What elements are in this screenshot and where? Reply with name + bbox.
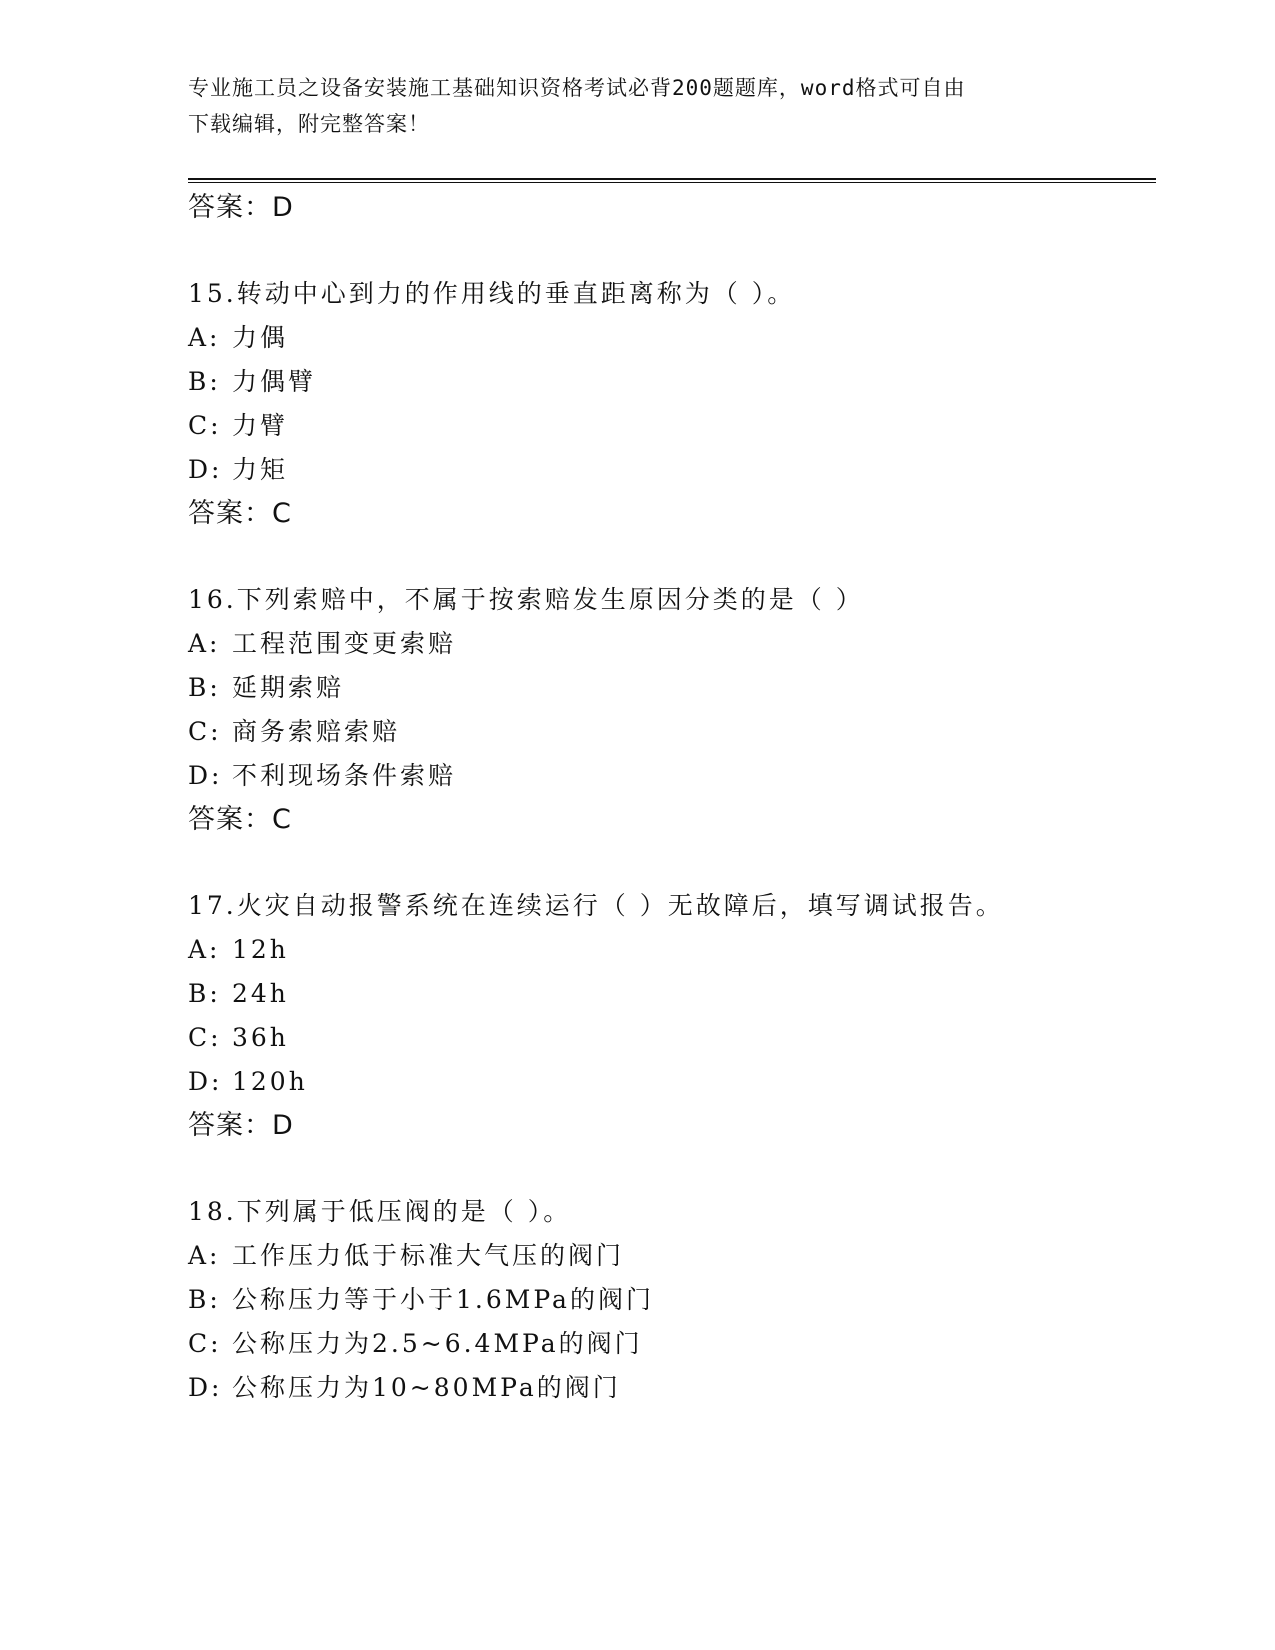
header-line-2: 下载编辑，附完整答案！: [188, 112, 430, 136]
option-letter: B:: [188, 673, 221, 702]
question-17-option-d: [188, 1064, 308, 1100]
option-text: 120h: [232, 1067, 308, 1096]
question-16-option-b: [188, 670, 344, 706]
option-letter: C:: [188, 1329, 222, 1358]
question-18-option-a: [188, 1238, 624, 1274]
question-18-option-d: [188, 1370, 621, 1406]
option-text: 24h: [232, 979, 289, 1008]
question-15-option-a: [188, 320, 288, 356]
question-18-option-b: [188, 1282, 654, 1318]
option-text: 公称压力为2.5~6.4MPa的阀门: [232, 1329, 643, 1358]
option-letter: A:: [188, 935, 221, 964]
option-text: 工作压力低于标准大气压的阀门: [232, 1241, 625, 1270]
question-17-stem: 17.火灾自动报警系统在连续运行（ ）无故障后，填写调试报告。: [188, 891, 1004, 920]
option-text: 工程范围变更索赔: [232, 629, 457, 658]
option-letter: C:: [188, 1023, 222, 1052]
question-18-stem: 18.下列属于低压阀的是（ ）。: [188, 1197, 572, 1226]
question-16-stem: 16.下列索赔中，不属于按索赔发生原因分类的是（ ）: [188, 585, 864, 614]
question-16-option-d: [188, 758, 456, 794]
answer-17: 答案：D: [188, 1110, 294, 1141]
option-text: 36h: [232, 1023, 289, 1052]
document-header: [188, 70, 1088, 142]
option-letter: B:: [188, 979, 221, 1008]
option-text: 力臂: [232, 411, 289, 440]
option-letter: A:: [188, 323, 221, 352]
question-17-option-a: [188, 932, 289, 968]
question-15-option-c: [188, 408, 288, 444]
option-text: 不利现场条件索赔: [232, 761, 457, 790]
option-letter: A:: [188, 629, 221, 658]
option-letter: D:: [188, 1067, 223, 1096]
header-divider: [188, 178, 1156, 183]
option-text: 力偶臂: [232, 367, 317, 396]
option-letter: D:: [188, 1373, 223, 1402]
question-15-stem: 15.转动中心到力的作用线的垂直距离称为（ ）。: [188, 279, 796, 308]
option-letter: D:: [188, 455, 223, 484]
question-16-option-c: [188, 714, 400, 750]
question-15-option-b: [188, 364, 316, 400]
option-text: 12h: [232, 935, 289, 964]
option-letter: A:: [188, 1241, 221, 1270]
question-17-option-b: [188, 976, 289, 1012]
answer-15: 答案：C: [188, 498, 292, 529]
option-text: 力矩: [232, 455, 289, 484]
option-letter: C:: [188, 717, 222, 746]
option-letter: B:: [188, 1285, 221, 1314]
option-text: 延期索赔: [232, 673, 345, 702]
question-17-option-c: [188, 1020, 289, 1056]
answer-14: 答案：D: [188, 192, 294, 223]
answer-16: 答案：C: [188, 804, 292, 835]
option-letter: C:: [188, 411, 222, 440]
question-15-option-d: [188, 452, 288, 488]
header-line-1: 专业施工员之设备安装施工基础知识资格考试必背200题题库，word格式可自由: [188, 76, 966, 100]
option-text: 商务索赔索赔: [232, 717, 401, 746]
option-text: 力偶: [232, 323, 289, 352]
question-18-option-c: [188, 1326, 643, 1362]
option-letter: B:: [188, 367, 221, 396]
option-letter: D:: [188, 761, 223, 790]
option-text: 公称压力等于小于1.6MPa的阀门: [232, 1285, 654, 1314]
option-text: 公称压力为10~80MPa的阀门: [232, 1373, 621, 1402]
question-16-option-a: [188, 626, 456, 662]
